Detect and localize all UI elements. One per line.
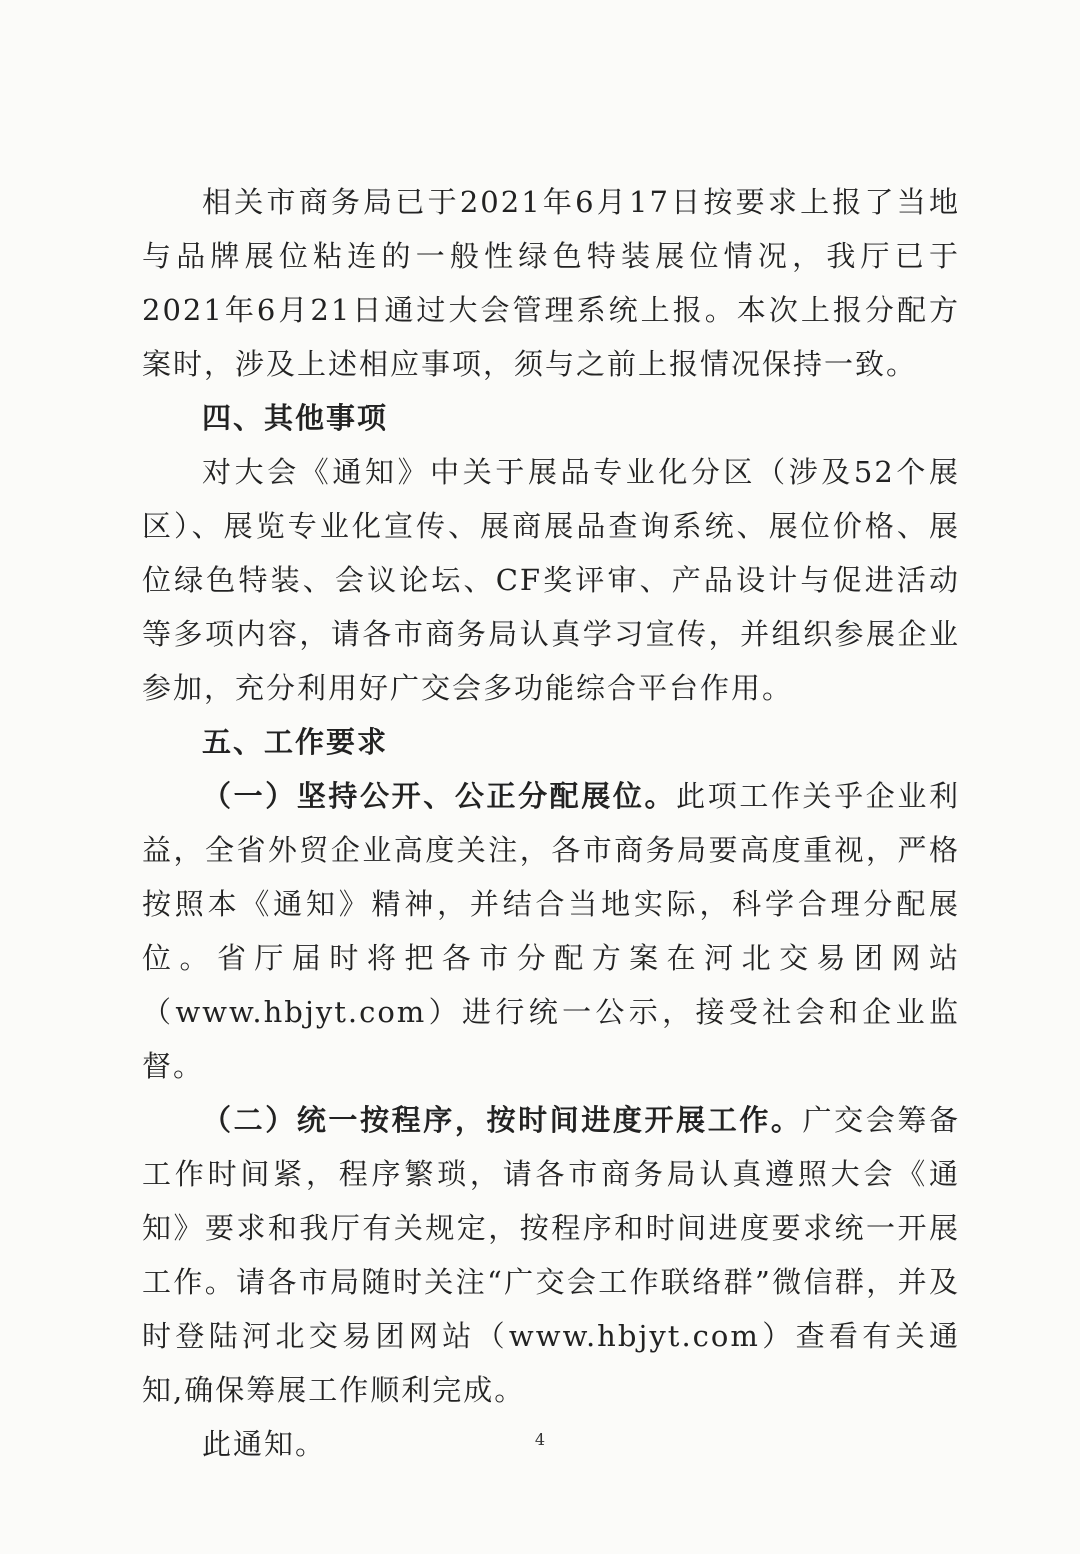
requirement-2-body: 广交会筹备工作时间紧，程序繁琐，请各市商务局认真遵照大会《通知》要求和我厅有关规定，按程序和时间进度要求统一开展工作。请各市局随时关注“广交会工作联络群”微信群，并及时登陆河北交易团网站（www.hbjyt.com）查看有关通知,确保筹展工作顺利完成。	[142, 1103, 960, 1407]
requirement-1-body: 此项工作关乎企业利益，全省外贸企业高度关注，各市商务局要高度重视，严格按照本《通知》精神，并结合当地实际，科学合理分配展位。省厅届时将把各市分配方案在河北交易团网站（www.hbjyt.com）进行统一公示，接受社会和企业监督。	[142, 779, 960, 1083]
document-body	[142, 175, 960, 1471]
closing-line: 此通知。	[202, 1427, 327, 1461]
section-heading-work-requirements: 五、工作要求	[202, 725, 389, 759]
page-number: 4	[534, 1430, 546, 1449]
paragraph-booth-report: 相关市商务局已于2021年6月17日按要求上报了当地与品牌展位粘连的一般性绿色特装展位情况，我厅已于2021年6月21日通过大会管理系统上报。本次上报分配方案时，涉及上述相应事项，须与之前上报情况保持一致。	[142, 185, 960, 381]
paragraph-other-matters: 对大会《通知》中关于展品专业化分区（涉及52个展区）、展览专业化宣传、展商展品查询系统、展位价格、展位绿色特装、会议论坛、CF奖评审、产品设计与促进活动等多项内容，请各市商务局认真学习宣传，并组织参展企业参加，充分利用好广交会多功能综合平台作用。	[142, 455, 960, 705]
paragraph-requirement-1	[142, 769, 960, 1093]
paragraph-requirement-2	[142, 1093, 960, 1417]
section-heading-other-matters: 四、其他事项	[202, 401, 389, 435]
requirement-1-title: （一）坚持公开、公正分配展位。	[202, 779, 677, 813]
requirement-2-title: （二）统一按程序，按时间进度开展工作。	[202, 1103, 803, 1137]
